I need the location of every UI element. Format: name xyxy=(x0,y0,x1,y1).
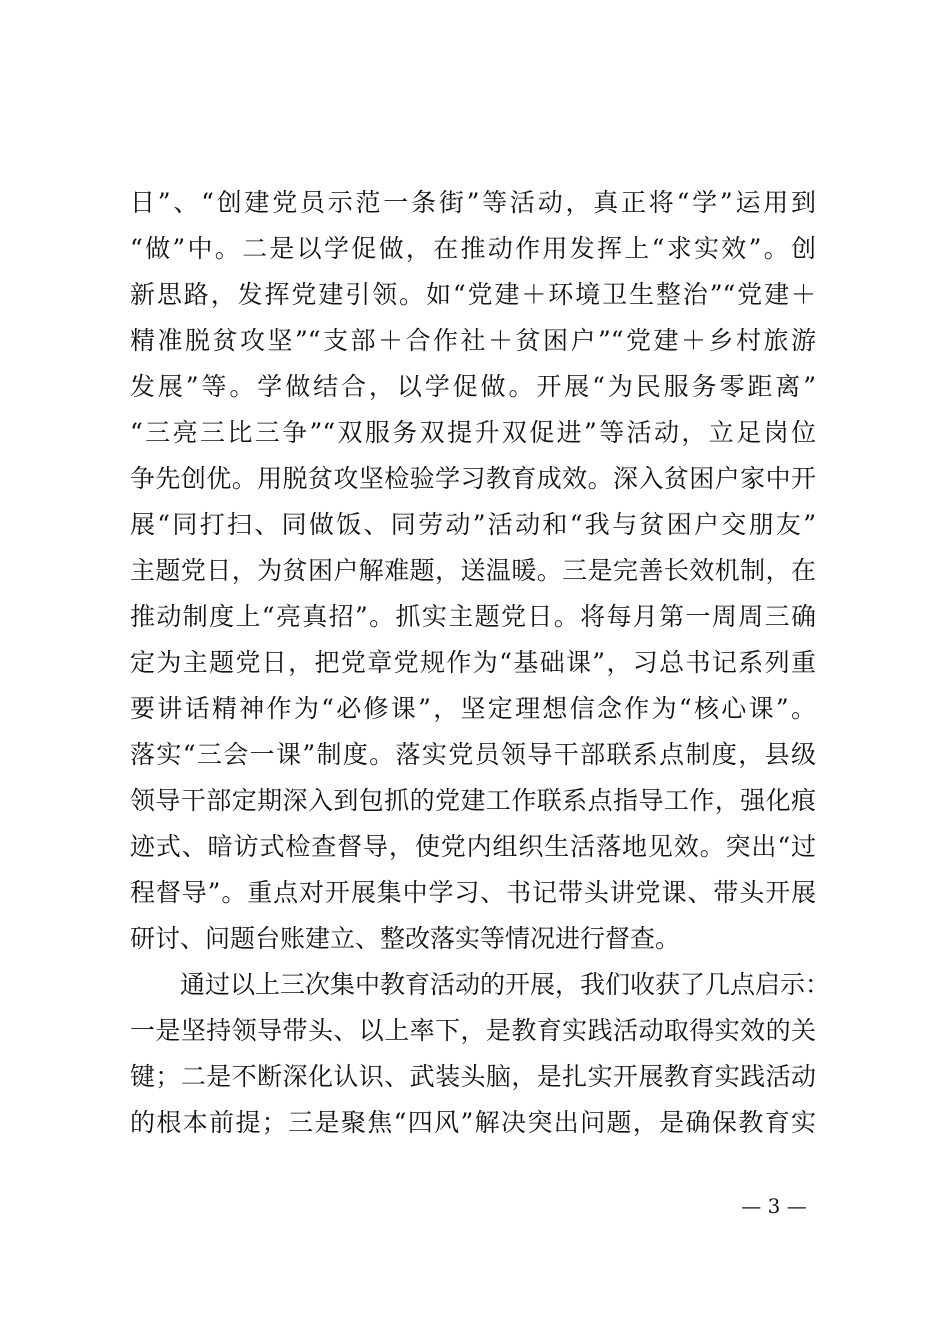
text-line: 的根本前提；三是聚焦“四风”解决突出问题，是确保教育实 xyxy=(130,1108,816,1137)
text-line: 程督导”。重点对开展集中学习、书记带头讲党课、带头开展 xyxy=(130,878,816,907)
page-number: — 3 — xyxy=(741,1194,807,1218)
text-line: 精准脱贫攻坚”“支部＋合作社＋贫困户”“党建＋乡村旅游 xyxy=(130,326,816,355)
text-line: 落实“三会一课”制度。落实党员领导干部联系点制度，县级 xyxy=(130,740,816,769)
text-line: 键；二是不断深化认识、武装头脑，是扎实开展教育实践活动 xyxy=(130,1062,816,1091)
text-line: 定为主题党日，把党章党规作为“基础课”，习总书记系列重 xyxy=(130,648,816,677)
text-line: 研讨、问题台账建立、整改落实等情况进行督查。 xyxy=(130,924,681,953)
text-line: 主题党日，为贫困户解难题，送温暖。三是完善长效机制，在 xyxy=(130,556,816,585)
text-line: 日”、“创建党员示范一条街”等活动，真正将“学”运用到 xyxy=(130,188,816,217)
text-line: 展“同打扫、同做饭、同劳动”活动和“我与贫困户交朋友” xyxy=(130,510,816,539)
text-line: 发展”等。学做结合，以学促做。开展“为民服务零距离” xyxy=(130,372,816,401)
text-line: 一是坚持领导带头、以上率下，是教育实践活动取得实效的关 xyxy=(130,1016,816,1045)
text-line: 推动制度上“亮真招”。抓实主题党日。将每月第一周周三确 xyxy=(130,602,816,631)
text-line: 领导干部定期深入到包抓的党建工作联系点指导工作，强化痕 xyxy=(130,786,816,815)
text-line: 通过以上三次集中教育活动的开展，我们收获了几点启示： xyxy=(180,970,831,999)
text-line: 要讲话精神作为“必修课”，坚定理想信念作为“核心课”。 xyxy=(130,694,816,723)
text-line: “做”中。二是以学促做，在推动作用发挥上“求实效”。创 xyxy=(130,234,816,263)
text-line: 迹式、暗访式检查督导，使党内组织生活落地见效。突出“过 xyxy=(130,832,816,861)
text-line: “三亮三比三争”“双服务双提升双促进”等活动，立足岗位 xyxy=(130,418,816,447)
text-line: 新思路，发挥党建引领。如“党建＋环境卫生整治”“党建＋ xyxy=(130,280,816,309)
text-line: 争先创优。用脱贫攻坚检验学习教育成效。深入贫困户家中开 xyxy=(130,464,816,493)
